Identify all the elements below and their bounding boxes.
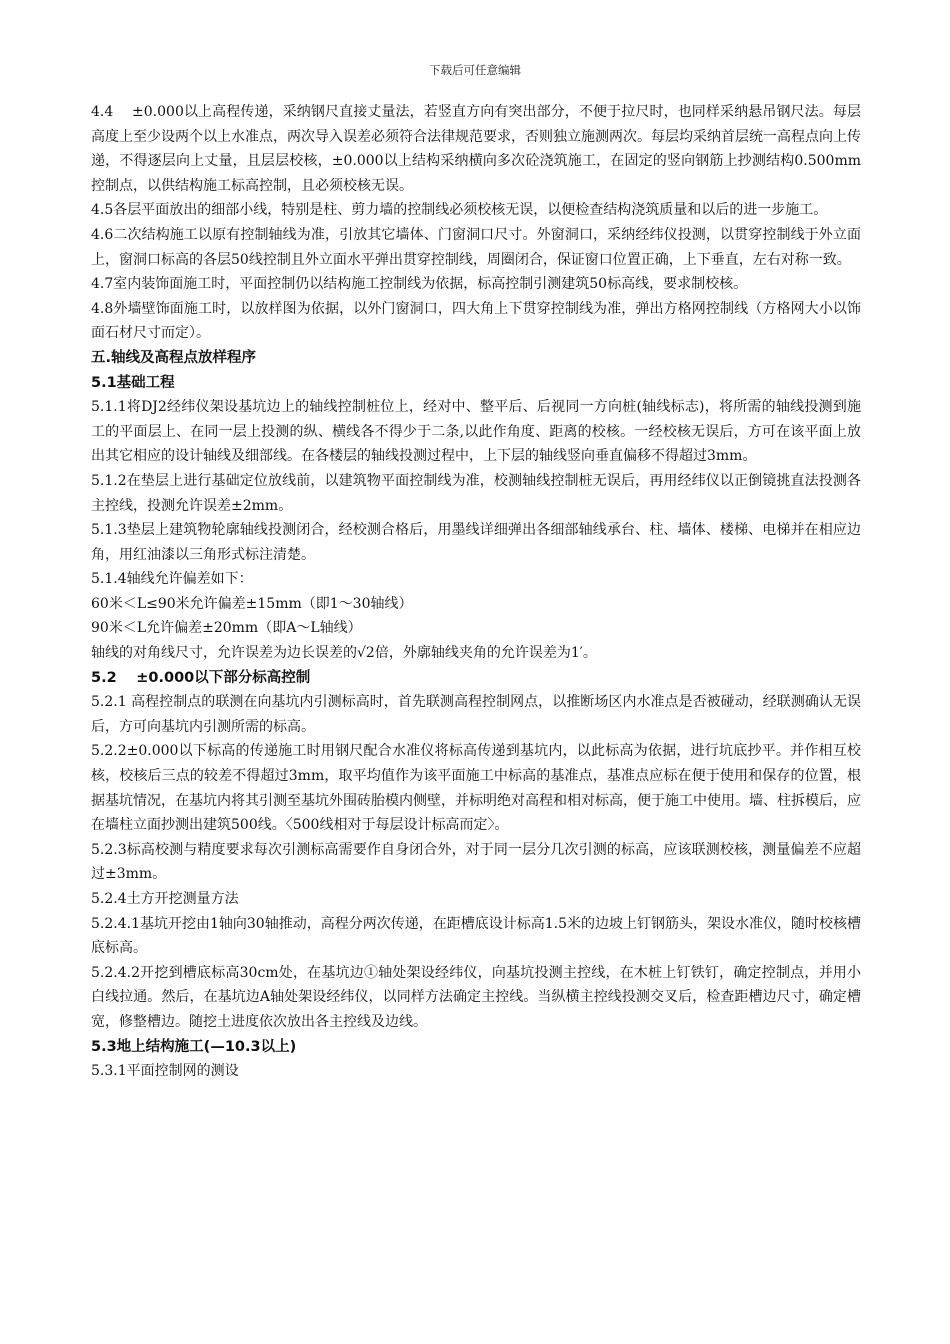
paragraph-5-2-4-2: 5.2.4.2开挖到槽底标高30cm处，在基坑边①轴处架设经纬仪，向基坑投测主控线，在木桩上钉铁钉，确定控制点，并用小白线拉通。然后，在基坑边A轴处架设经纬仪，以同样方法确定主控线。当纵横主控线投测交叉后，检查距槽边尺寸，确定槽宽，修整槽边。随挖土进度依次放出各主控线及边线。 [91, 964, 861, 1030]
section-heading-5-2: 5.2 ±0.000以下部分标高控制 [91, 669, 311, 686]
paragraph-5-1-4: 5.1.4轴线允许偏差如下： [91, 571, 253, 588]
section-heading-5: 五.轴线及高程点放样程序 [91, 349, 257, 366]
paragraph-5-1-1: 5.1.1将DJ2经纬仪架设基坑边上的轴线控制桩位上，经对中、整平后、后视同一方向桩(轴线标志)，将所需的轴线投测到施工的平面层上、在同一层上投测的纵、横线各不得少于二条,以此作角度、距离的校核。一经校核无误后，方可在该平面上放出其它相应的设计轴线及细部线。在各楼层的轴线投测过程中，上下层的轴线竖向垂直偏移不得超过3mm。 [91, 399, 861, 465]
section-heading-5-3: 5.3地上结构施工(—10.3以上) [91, 1038, 297, 1055]
section-heading-5-1: 5.1基础工程 [91, 374, 175, 391]
paragraph-5-1-2: 5.1.2在垫层上进行基础定位放线前，以建筑物平面控制线为准，校测轴线控制桩无误后，再用经纬仪以正倒镜挑直法投测各主控线，投测允许误差±2mm。 [91, 472, 861, 514]
paragraph-4-7: 4.7室内装饰面施工时，平面控制仍以结构施工控制线为依据，标高控制引测建筑50标高线，要求制校核。 [91, 276, 748, 293]
tolerance-line-1: 60米＜L≤90米允许偏差±15mm（即1～30轴线） [91, 595, 413, 612]
paragraph-5-2-4: 5.2.4土方开挖测量方法 [91, 891, 239, 907]
paragraph-4-8: 4.8外墙壁饰面施工时，以放样图为依据，以外门窗洞口，四大角上下贯穿控制线为准，弹出方格网控制线（方格网大小以饰面石材尺寸而定）。 [91, 300, 861, 342]
paragraph-5-3-1: 5.3.1平面控制网的测设 [91, 1063, 239, 1080]
paragraph-5-1-3: 5.1.3垫层上建筑物轮廓轴线投测闭合，经校测合格后，用墨线详细弹出各细部轴线承台、柱、墙体、楼梯、电梯并在相应边角，用红油漆以三角形式标注清楚。 [91, 522, 861, 563]
tolerance-line-2: 90米＜L允许偏差±20mm（即A～L轴线） [91, 620, 362, 637]
paragraph-5-2-2: 5.2.2±0.000以下标高的传递施工时用钢尺配合水准仪将标高传递到基坑内，以此标高为依据，进行坑底抄平。并作相互校核，校核后三点的较差不得超过3mm，取平均值作为该平面施工中标高的基准点，基准点应标在便于使用和保存的位置，根据基坑情况，在基坑内将其引测至基坑外围砖胎模内侧壁，并标明绝对高程和相对标高，便于施工中使用。墙、柱拆模后，应在墙柱立面抄测出建筑500线。〈500线相对于每层设计标高而定〉。 [91, 743, 861, 834]
paragraph-5-2-1: 5.2.1 高程控制点的联测在向基坑内引测标高时，首先联测高程控制网点，以推断场区内水准点是否被碰动，经联测确认无误后，方可向基坑内引测所需的标高。 [91, 694, 861, 735]
paragraph-5-2-3: 5.2.3标高校测与精度要求每次引测标高需要作自身闭合外，对于同一层分几次引测的标高，应该联测校核，测量偏差不应超过±3mm。 [91, 841, 861, 883]
paragraph-5-2-4-1: 5.2.4.1基坑开挖由1轴向30轴推动，高程分两次传递，在距槽底设计标高1.5米的边坡上钉钢筋头，架设水准仪，随时校核槽底标高。 [91, 915, 861, 957]
paragraph-4-4: 4.4 ±0.000以上高程传递，采纳钢尺直接丈量法，若竖直方向有突出部分，不便于拉尺时，也同样采纳悬吊钢尺法。每层高度上至少设两个以上水准点，两次导入误差必须符合法律规范要求，否则独立施测两次。每层均采纳首层统一高程点向上传递，不得逐层向上丈量，且层层校核，±0.000以上结构采纳横向多次砼浇筑施工，在固定的竖向钢筋上抄测结构0.500mm控制点，以供结构施工标高控制，且必须校核无误。 [91, 104, 861, 194]
document-body [91, 100, 861, 1084]
paragraph-4-6: 4.6二次结构施工以原有控制轴线为准，引放其它墙体、门窗洞口尺寸。外窗洞口，采纳经纬仪投测，以贯穿控制线于外立面上，窗洞口标高的各层50线控制且外立面水平弹出贯穿控制线，周圈闭合，保证窗口位置正确，上下垂直，左右对称一致。 [91, 226, 861, 268]
page-header: 下载后可任意编辑 [429, 63, 521, 77]
tolerance-line-3: 轴线的对角线尺寸，允许误差为边长误差的√2倍，外廓轴线夹角的允许误差为1′。 [91, 645, 597, 662]
paragraph-4-5: 4.5各层平面放出的细部小线，特别是柱、剪力墙的控制线必须校核无误，以便检查结构浇筑质量和以后的进一步施工。 [91, 202, 828, 219]
